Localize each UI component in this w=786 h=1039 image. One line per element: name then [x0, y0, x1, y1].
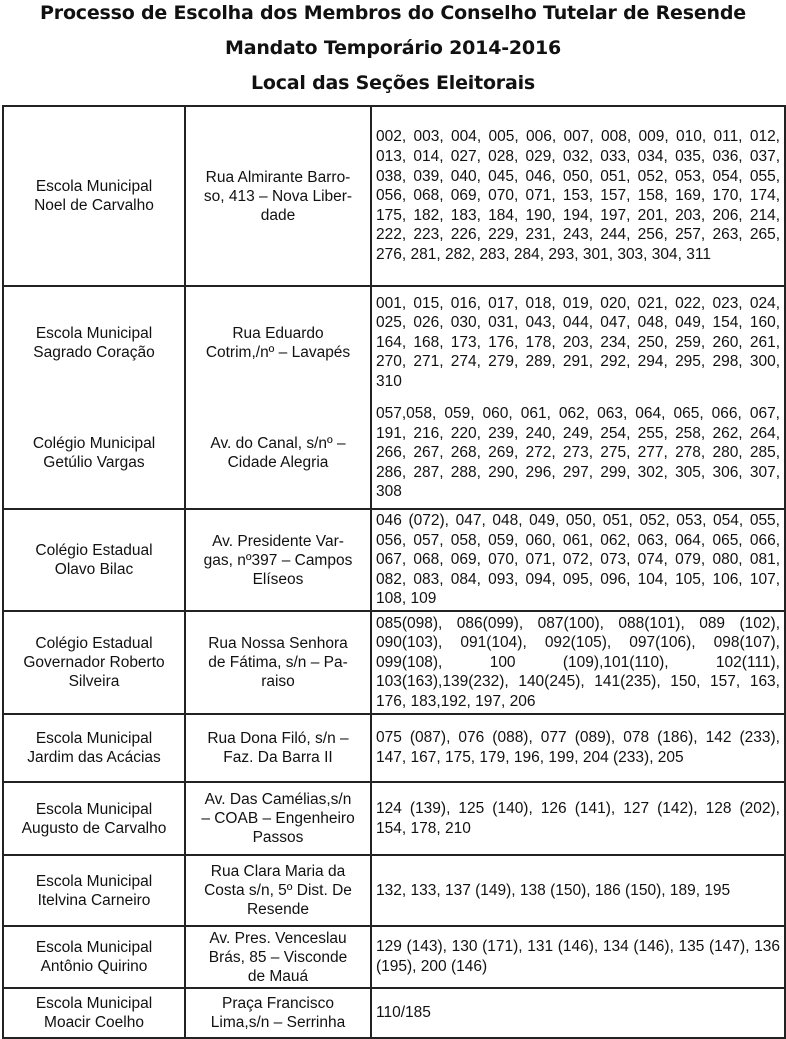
- address-line: Cidade Alegria: [227, 454, 329, 471]
- school-name-line: Escola Municipal: [35, 324, 153, 342]
- address-line: Elíseos: [252, 570, 304, 588]
- school-name-line: Moacir Coelho: [44, 1014, 144, 1031]
- table-row: [3, 106, 785, 286]
- table-row: [3, 714, 785, 782]
- address-cell: [185, 782, 371, 855]
- address-line: Costa s/n, 5º Dist. De: [204, 882, 352, 899]
- school-name-line: Itelvina Carneiro: [37, 891, 151, 909]
- table-row: [3, 926, 785, 988]
- address-line: so, 413 – Nova Liber-: [203, 187, 353, 205]
- school-name-line: Sagrado Coração: [33, 343, 155, 361]
- table-row: [3, 509, 785, 611]
- document-title: Processo de Escolha dos Membros do Conselho Tutelar de Resende: [40, 2, 746, 24]
- school-name-line: Colégio Municipal: [32, 435, 156, 452]
- address-line: Rua Clara Maria da: [210, 863, 346, 880]
- sections-cell: [371, 855, 785, 926]
- address-cell: [185, 286, 371, 398]
- table-row: [3, 855, 785, 926]
- table-row: [3, 988, 785, 1038]
- sections-cell: [371, 398, 785, 509]
- school-name-line: Escola Municipal: [35, 872, 153, 890]
- sections-list: 085(098), 086(099), 087(100), 088(101), 089 (102), 090(103), 091(104), 092(105), 097(106), 098(107), 099(108), 100 (109),101(110), 102(111), 103(163),139(232), 140(245), 141(235), 150, 157, 163, 176, 183,192, 197, 206: [376, 614, 780, 710]
- address-line: de Mauá: [247, 967, 309, 985]
- address-line: Lima,s/n – Serrinha: [210, 1014, 346, 1031]
- school-cell: [3, 855, 185, 926]
- school-name-line: Colégio Estadual: [35, 542, 153, 559]
- school-name-line: Governador Roberto: [23, 654, 165, 671]
- table-row: [3, 286, 785, 398]
- sections-list: 110/185: [376, 1004, 431, 1022]
- school-cell: [3, 398, 185, 509]
- table-row: [3, 782, 785, 855]
- table-row: [3, 611, 785, 714]
- address-line: Av. Das Camélias,s/n: [204, 791, 352, 808]
- school-name-line: Olavo Bilac: [54, 561, 134, 578]
- sections-list: 124 (139), 125 (140), 126 (141), 127 (142), 128 (202), 154, 178, 210: [376, 799, 780, 837]
- sections-cell: [371, 509, 785, 611]
- sections-cell: [371, 611, 785, 714]
- sections-list: 046 (072), 047, 048, 049, 050, 051, 052, 053, 054, 055, 056, 057, 058, 059, 060, 061, 062, 063, 064, 065, 066, 067, 068, 069, 070, 071, 072, 073, 074, 079, 080, 081, 082, 083, 084, 093, 094, 095, 096, 104, 105, 106, 107, 108, 109: [376, 512, 780, 608]
- address-line: Rua Eduardo: [232, 324, 324, 342]
- school-name-line: Escola Municipal: [35, 995, 153, 1012]
- address-line: dade: [260, 206, 296, 224]
- polling-locations-table: [2, 105, 786, 1039]
- address-cell: [185, 714, 371, 782]
- address-line: Cotrim,/nº – Lavapés: [205, 343, 351, 361]
- address-cell: [185, 988, 371, 1038]
- address-line: Rua Dona Filó, s/n –: [207, 730, 349, 747]
- section-heading: Local das Seções Eleitorais: [250, 72, 536, 94]
- address-line: raiso: [261, 673, 295, 690]
- school-cell: [3, 611, 185, 714]
- sections-list: 001, 015, 016, 017, 018, 019, 020, 021, 022, 023, 024, 025, 026, 030, 031, 043, 044, 047, 048, 049, 154, 160, 164, 168, 173, 176, 178, 203, 234, 250, 259, 260, 261, 270, 271, 274, 279, 289, 291, 292, 294, 295, 298, 300, 310: [376, 294, 780, 390]
- school-name-line: Escola Municipal: [35, 800, 153, 818]
- sections-list: 002, 003, 004, 005, 006, 007, 008, 009, 010, 011, 012, 013, 014, 027, 028, 029, 032, 033, 034, 035, 036, 037, 038, 039, 040, 045, 046, 050, 051, 052, 053, 054, 055, 056, 068, 069, 070, 071, 153, 157, 158, 169, 170, 174, 175, 182, 183, 184, 190, 194, 197, 201, 203, 206, 214, 222, 223, 226, 229, 231, 243, 244, 256, 257, 263, 265, 276, 281, 282, 283, 284, 293, 301, 303, 304, 311: [376, 128, 780, 263]
- sections-list: 075 (087), 076 (088), 077 (089), 078 (186), 142 (233), 147, 167, 175, 179, 196, 199, 204 (233), 205: [376, 729, 780, 766]
- school-name-line: Jardim das Acácias: [27, 749, 161, 766]
- school-name-line: Escola Municipal: [35, 178, 153, 195]
- sections-list: 129 (143), 130 (171), 131 (146), 134 (146), 135 (147), 136 (195), 200 (146): [376, 938, 780, 975]
- sections-cell: [371, 988, 785, 1038]
- address-line: Brás, 85 – Visconde: [208, 948, 348, 966]
- address-line: Rua Nossa Senhora: [208, 635, 348, 652]
- address-cell: [185, 611, 371, 714]
- address-cell: [185, 509, 371, 611]
- school-name-line: Augusto de Carvalho: [21, 819, 167, 837]
- sections-cell: [371, 926, 785, 988]
- school-name-line: Getúlio Vargas: [43, 454, 145, 471]
- sections-cell: [371, 714, 785, 782]
- address-line: Av. Presidente Var-: [212, 532, 344, 550]
- address-line: gas, nº397 – Campos: [203, 551, 353, 569]
- sections-cell: [371, 286, 785, 398]
- school-cell: [3, 286, 185, 398]
- sections-list: 132, 133, 137 (149), 138 (150), 186 (150), 189, 195: [376, 881, 731, 899]
- school-name-line: Escola Municipal: [35, 939, 153, 956]
- address-line: Av. do Canal, s/nº –: [210, 435, 346, 452]
- school-cell: [3, 988, 185, 1038]
- school-name-line: Escola Municipal: [35, 730, 153, 747]
- school-cell: [3, 782, 185, 855]
- address-cell: [185, 926, 371, 988]
- address-cell: [185, 855, 371, 926]
- school-name-line: Silveira: [68, 673, 120, 690]
- school-cell: [3, 509, 185, 611]
- sections-cell: [371, 106, 785, 286]
- address-line: Praça Francisco: [222, 995, 334, 1012]
- school-cell: [3, 106, 185, 286]
- address-line: Faz. Da Barra II: [223, 749, 333, 766]
- table-row: [3, 398, 785, 509]
- school-cell: [3, 714, 185, 782]
- school-name-line: Colégio Estadual: [35, 635, 153, 652]
- school-name-line: Antônio Quirino: [40, 958, 148, 975]
- sections-cell: [371, 782, 785, 855]
- address-line: Resende: [246, 901, 310, 918]
- school-cell: [3, 926, 185, 988]
- address-line: Rua Almirante Barro-: [205, 168, 351, 186]
- address-cell: [185, 106, 371, 286]
- address-line: Av. Pres. Venceslau: [209, 929, 347, 947]
- document-subtitle: Mandato Temporário 2014-2016: [225, 37, 561, 59]
- address-line: – COAB – Engenheiro: [201, 810, 355, 827]
- address-line: Passos: [252, 829, 304, 846]
- address-line: de Fátima, s/n – Pa-: [208, 654, 348, 671]
- sections-list: 057,058, 059, 060, 061, 062, 063, 064, 065, 066, 067, 191, 216, 220, 239, 240, 249, 254, 255, 258, 262, 264, 266, 267, 268, 269, 272, 273, 275, 277, 278, 280, 285, 286, 287, 288, 290, 296, 297, 299, 302, 305, 306, 307, 308: [376, 405, 780, 501]
- address-cell: [185, 398, 371, 509]
- school-name-line: Noel de Carvalho: [34, 197, 154, 214]
